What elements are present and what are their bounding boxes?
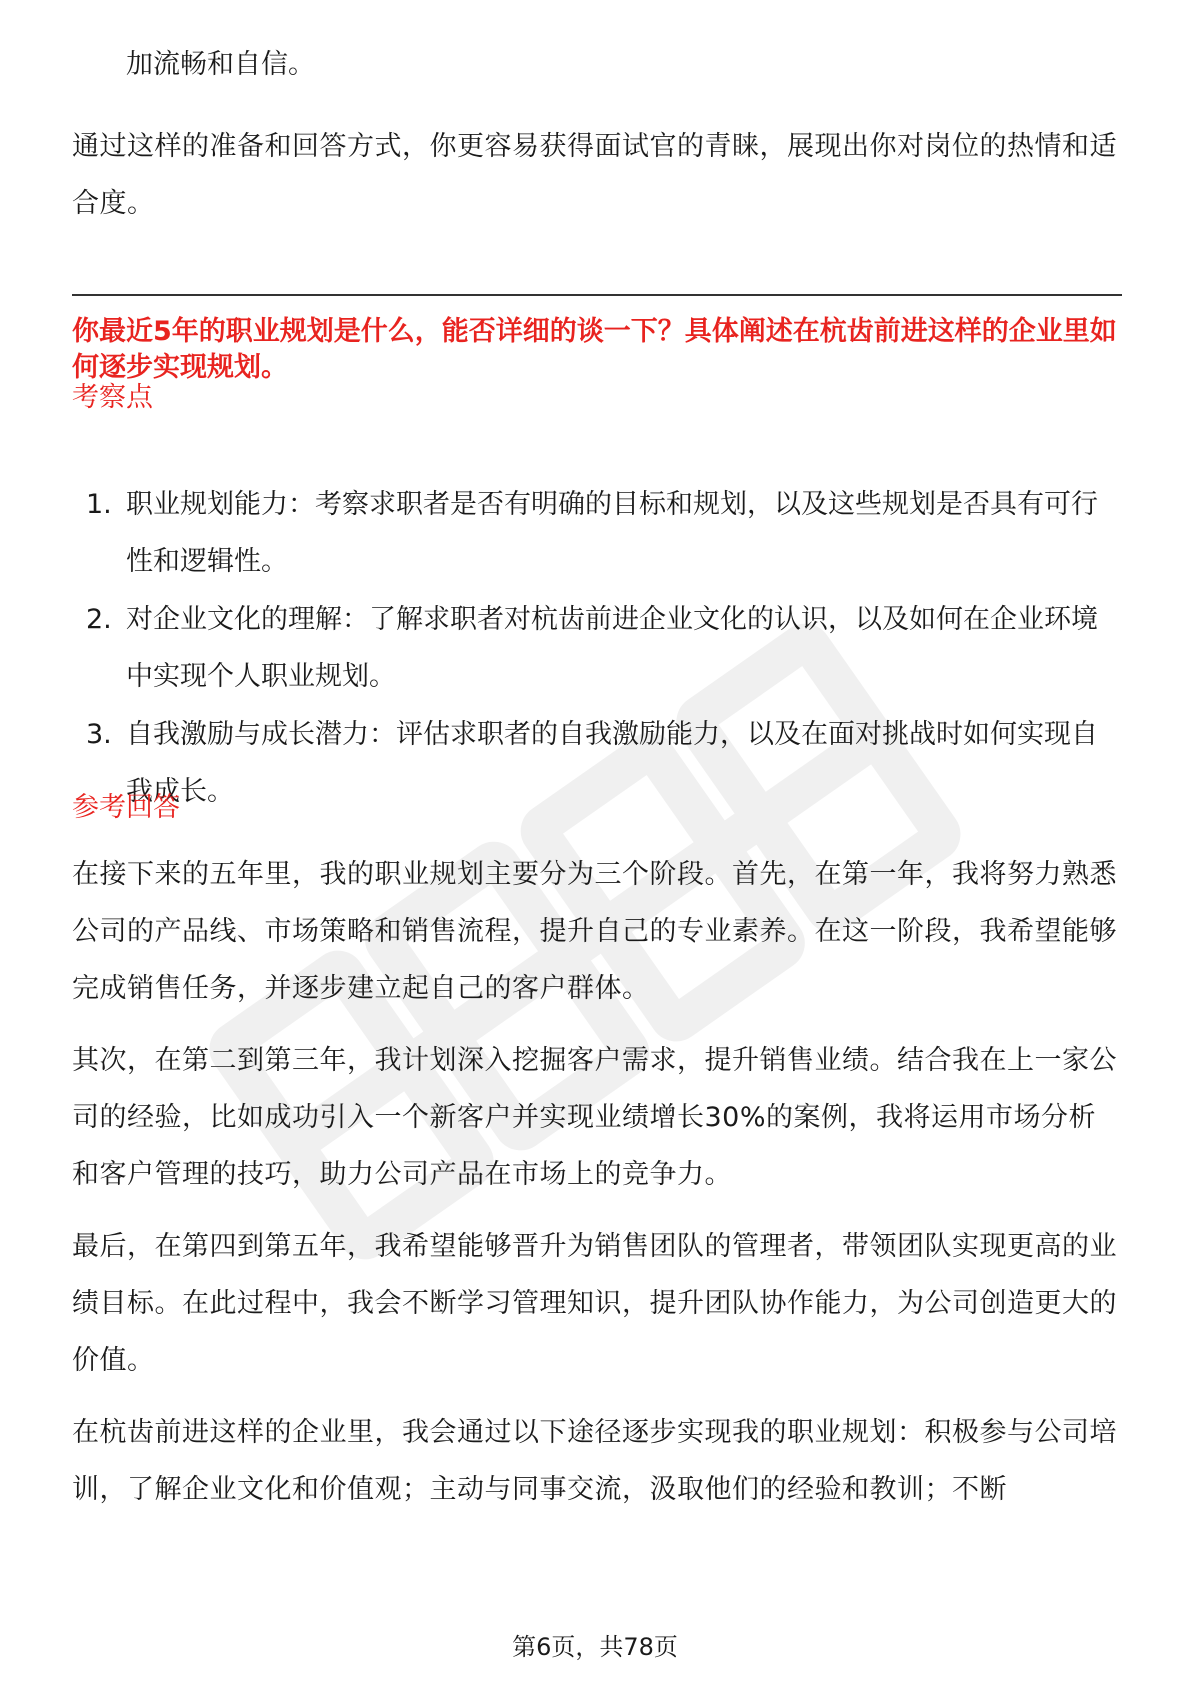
- question-heading: 你最近5年的职业规划是什么，能否详细的谈一下？具体阐述在杭齿前进这样的企业里如何逐步实现规划。: [72, 316, 1117, 383]
- list-number: 1.: [86, 489, 112, 520]
- points-list: [72, 476, 1122, 821]
- list-item: [72, 706, 1122, 820]
- points-heading: 考察点: [72, 382, 153, 413]
- answer-paragraph-4: 在杭齿前进这样的企业里，我会通过以下途径逐步实现我的职业规划：积极参与公司培训，了解企业文化和价值观；主动与同事交流，汲取他们的经验和教训；不断: [72, 1417, 1117, 1505]
- intro-continuation: 加流畅和自信。: [126, 49, 315, 80]
- answer-heading: 参考回答: [72, 792, 180, 823]
- answer-paragraph-3: 最后，在第四到第五年，我希望能够晋升为销售团队的管理者，带领团队实现更高的业绩目标。在此过程中，我会不断学习管理知识，提升团队协作能力，为公司创造更大的价值。: [72, 1231, 1117, 1376]
- list-item-text: 自我激励与成长潜力：评估求职者的自我激励能力，以及在面对挑战时如何实现自我成长。: [126, 719, 1098, 807]
- list-number: 2.: [86, 604, 112, 635]
- list-number: 3.: [86, 719, 112, 750]
- list-item-text: 对企业文化的理解：了解求职者对杭齿前进企业文化的认识，以及如何在企业环境中实现个人职业规划。: [126, 604, 1098, 692]
- answer-paragraph-1: 在接下来的五年里，我的职业规划主要分为三个阶段。首先，在第一年，我将努力熟悉公司的产品线、市场策略和销售流程，提升自己的专业素养。在这一阶段，我希望能够完成销售任务，并逐步建立起自己的客户群体。: [72, 859, 1117, 1004]
- section-divider: [72, 294, 1122, 296]
- intro-paragraph: 通过这样的准备和回答方式，你更容易获得面试官的青睐，展现出你对岗位的热情和适合度。: [72, 131, 1117, 219]
- page-footer: 第6页，共78页: [512, 1633, 678, 1661]
- list-item: [72, 476, 1122, 590]
- list-item: [72, 591, 1122, 705]
- list-item-text: 职业规划能力：考察求职者是否有明确的目标和规划，以及这些规划是否具有可行性和逻辑性。: [126, 489, 1098, 577]
- answer-paragraph-2: 其次，在第二到第三年，我计划深入挖掘客户需求，提升销售业绩。结合我在上一家公司的经验，比如成功引入一个新客户并实现业绩增长30%的案例，我将运用市场分析和客户管理的技巧，助力公司产品在市场上的竞争力。: [72, 1045, 1117, 1190]
